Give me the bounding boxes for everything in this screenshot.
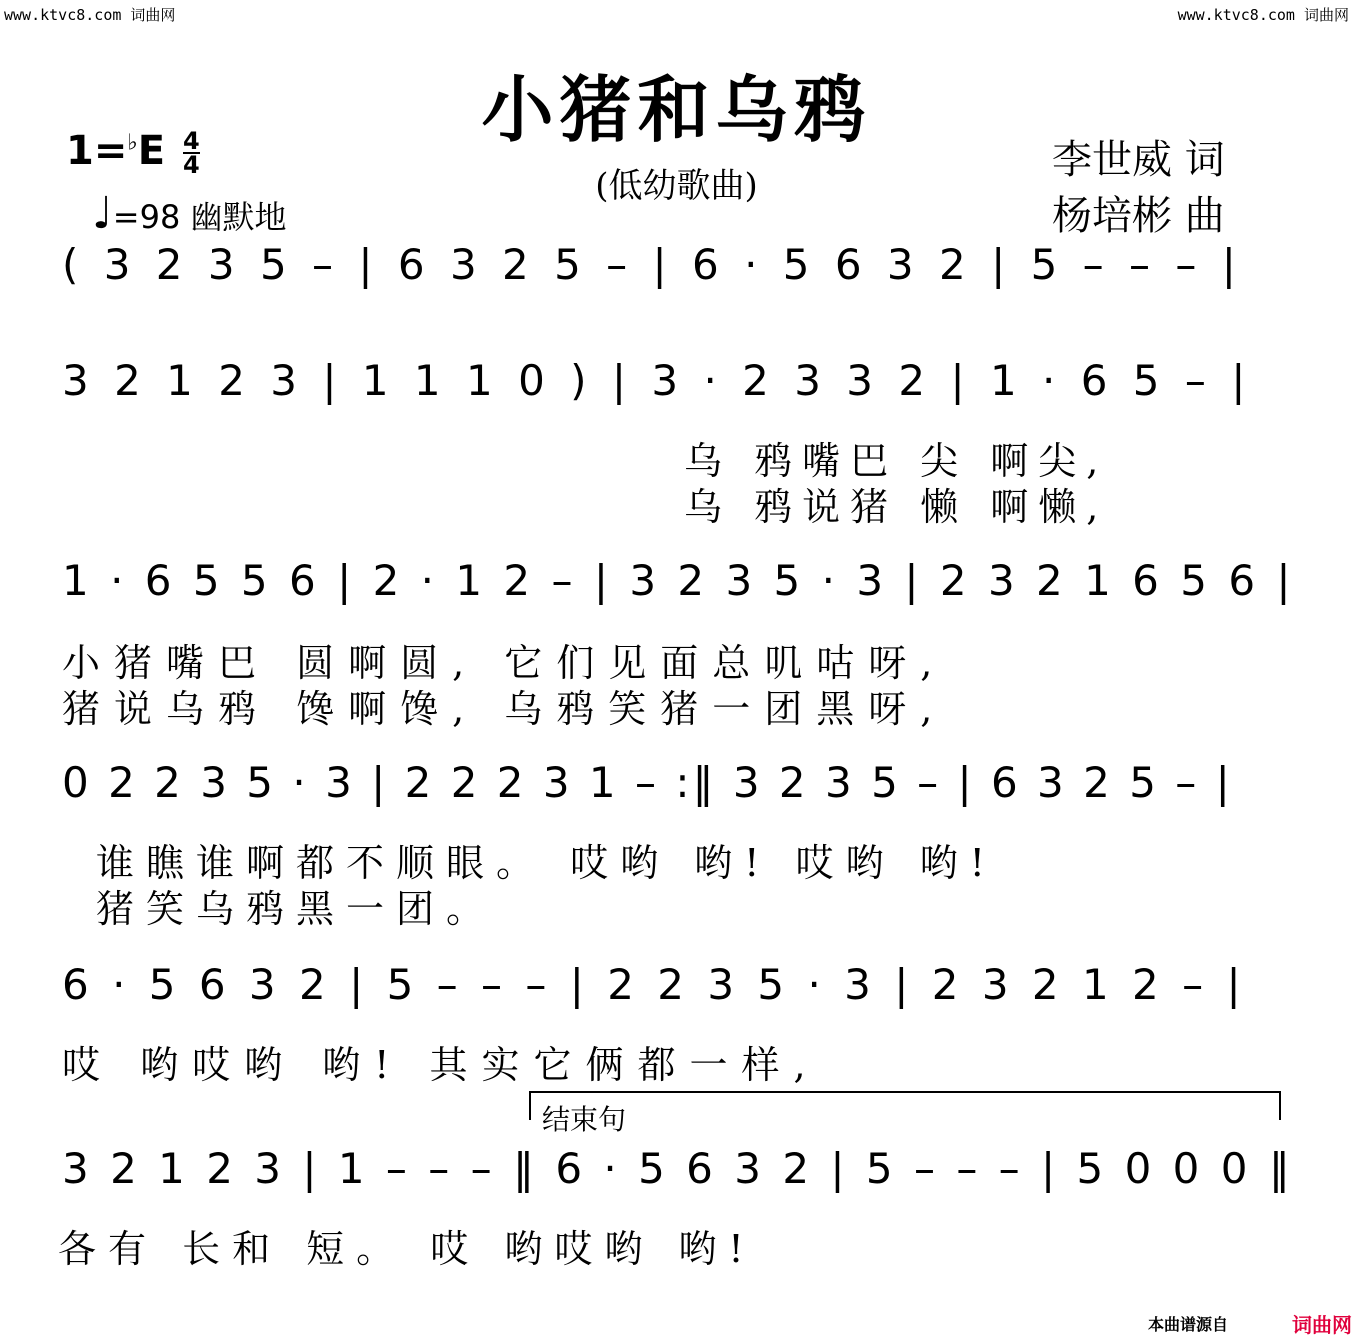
notation-row-4: 0 2 2 3 5 · 3 | 2 2 2 3 1 – :‖ 3 2 3 5 – | 6 3 2 5 – | (62, 758, 1233, 807)
lyric-row-4-verse-2: 猪笑乌鸦黑一团。 (96, 887, 497, 931)
song-title: 小猪和乌鸦 (481, 67, 872, 152)
song-subtitle: (低幼歌曲) (595, 166, 758, 206)
lyric-row-2-verse-2: 乌 鸦说猪 懒 啊懒, (684, 485, 1109, 529)
lyric-row-3-verse-1: 小猪嘴巴 圆啊圆, 它们见面总叽咕呀, (62, 641, 947, 685)
footer-site-logo: 词曲网 (1292, 1313, 1352, 1337)
notation-row-3: 1 · 6 5 5 6 | 2 · 1 2 – | 3 2 3 5 · 3 | 2 3 2 1 6 5 6 | (62, 556, 1295, 605)
notation-row-1: ( 3 2 3 5 – | 6 3 2 5 – | 6 · 5 6 3 2 | 5 – – – | (62, 240, 1242, 289)
lyric-row-2-verse-1: 乌 鸦嘴巴 尖 啊尖, (684, 439, 1109, 483)
key-prefix: 1= (66, 128, 128, 174)
watermark-left: www.ktvc8.com 词曲网 (4, 6, 176, 24)
composer-credit: 杨培彬 曲 (1052, 193, 1225, 239)
time-top: 4 (183, 127, 200, 155)
quarter-note-icon: ♩ (92, 188, 113, 239)
lyric-row-3-verse-2: 猪说乌鸦 馋啊馋, 乌鸦笑猪一团黑呀, (62, 687, 947, 731)
key-note: E (137, 128, 166, 174)
notation-row-2: 3 2 1 2 3 | 1 1 1 0 ) | 3 · 2 3 3 2 | 1 · 6 5 – | (62, 356, 1252, 405)
flat-symbol: ♭ (127, 130, 138, 156)
ending-label: 结束句 (542, 1103, 627, 1136)
lyric-row-5: 哎 哟哎哟 哟! 其实它俩都一样, (62, 1043, 820, 1087)
notation-row-5: 6 · 5 6 3 2 | 5 – – – | 2 2 3 5 · 3 | 2 3 2 1 2 – | (62, 960, 1246, 1009)
time-bottom: 4 (183, 151, 200, 179)
footer-source-label: 本曲谱源自 (1148, 1315, 1229, 1334)
tempo-text: =98 幽默地 (112, 198, 287, 236)
lyricist-credit: 李世威 词 (1052, 137, 1225, 183)
lyric-row-6: 各有 长和 短。 哎 哟哎哟 哟! (58, 1227, 756, 1271)
watermark-right: www.ktvc8.com 词曲网 (1177, 6, 1349, 24)
lyric-row-4-verse-1: 谁瞧谁啊都不顺眼。 哎哟 哟! 哎哟 哟! (96, 841, 997, 885)
notation-row-6: 3 2 1 2 3 | 1 – – – ‖ 6 · 5 6 3 2 | 5 – – – | 5 0 0 0 ‖ (62, 1144, 1294, 1193)
